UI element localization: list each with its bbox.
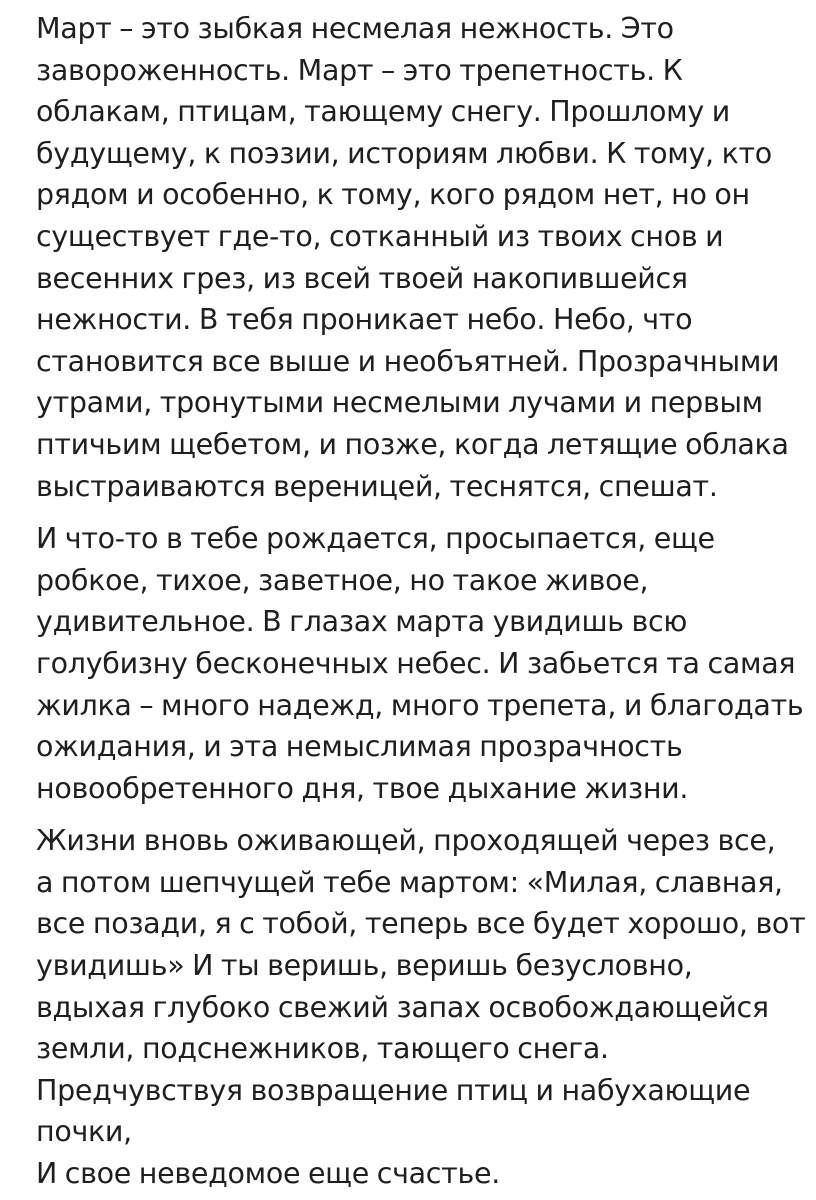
text-line: почки,	[36, 1115, 132, 1149]
text-line: а потом шепчущей тебе мартом: «Милая, славная,	[36, 865, 783, 899]
paragraph-1	[36, 8, 792, 507]
text-line: облакам, птицам, тающему снегу. Прошлому и	[36, 95, 730, 129]
text-line: Март – это зыбкая несмелая нежность. Это	[36, 12, 674, 45]
text-line: увидишь» И ты веришь, веришь безусловно,	[36, 949, 693, 983]
text-line: робкое, тихое, заветное, но такое живое,	[36, 563, 649, 597]
text-line: голубизну бесконечных небес. И забьется та самая	[36, 646, 796, 680]
paragraph-3	[36, 820, 806, 1194]
text-line: удивительное. В глазах марта увидишь всю	[36, 605, 688, 639]
text-line: новообретенного дня, твое дыхание жизни.	[36, 771, 689, 805]
text-line: весенних грез, из всей твоей накопившейся	[36, 261, 688, 295]
text-line: будущему, к поэзии, историям любви. К тому, кто	[36, 136, 772, 170]
text-line: завороженность. Март – это трепетность. К	[36, 53, 683, 87]
text-line: птичьим щебетом, и позже, когда летящие облака	[36, 427, 789, 461]
text-line: ожидания, и эта немыслимая прозрачность	[36, 730, 683, 764]
text-line: выстраиваются вереницей, теснятся, спешат.	[36, 469, 718, 503]
text-line: все позади, я с тобой, теперь все будет хорошо, вот	[36, 907, 806, 941]
text-line: земли, подснежников, тающего снега.	[36, 1032, 609, 1066]
text-line: рядом и особенно, к тому, кого рядом нет, но он	[36, 178, 750, 212]
text-line: утрами, тронутыми несмелыми лучами и первым	[36, 386, 763, 420]
text-line: Предчувствуя возвращение птиц и набухающие	[36, 1073, 751, 1107]
text-line: существует где-то, сотканный из твоих снов и	[36, 219, 724, 253]
text-line: нежности. В тебя проникает небо. Небо, что	[36, 303, 693, 337]
text-line: Жизни вновь оживающей, проходящей через все,	[36, 824, 776, 858]
text-line: жилка – много надежд, много трепета, и благодать	[36, 688, 804, 722]
paragraph-2	[36, 518, 804, 809]
text-line: И что-то в тебе рождается, просыпается, еще	[36, 522, 715, 556]
text-line: И свое неведомое еще счастье.	[36, 1157, 500, 1191]
text-line: становится все выше и необъятней. Прозрачными	[36, 344, 780, 378]
text-line: вдыхая глубоко свежий запах освобождающейся	[36, 990, 769, 1024]
